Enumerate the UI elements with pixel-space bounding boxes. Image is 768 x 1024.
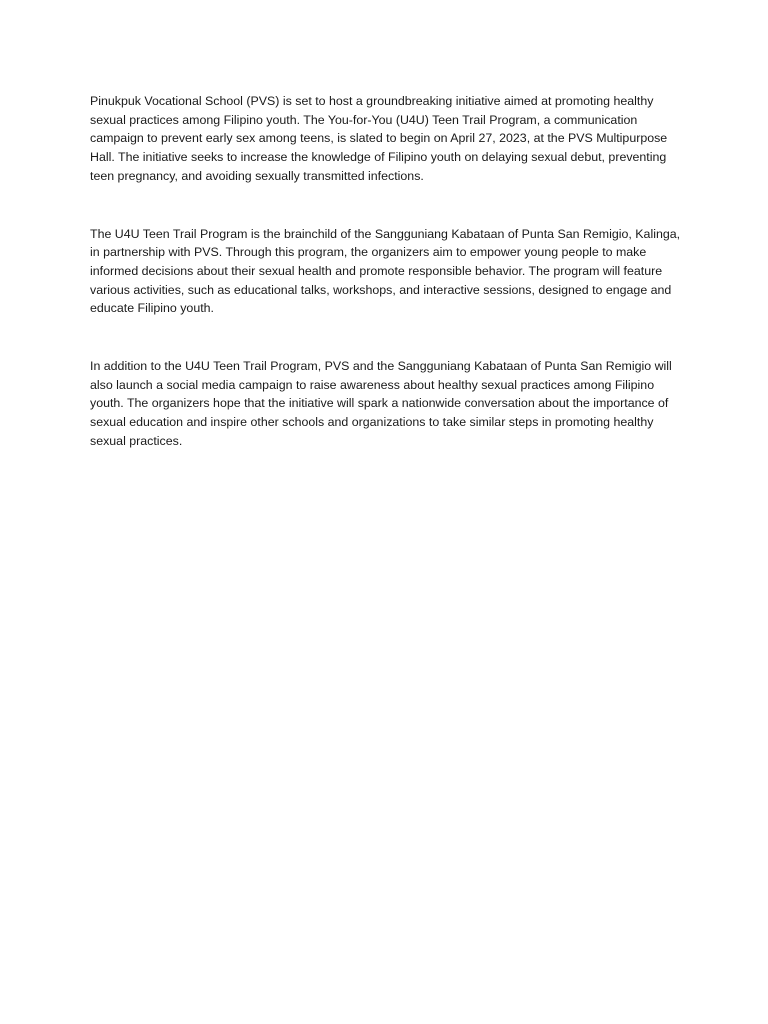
paragraph-1: Pinukpuk Vocational School (PVS) is set to host a groundbreaking initiative aimed at promoting healthy sexual practices among Filipino youth. The You-for-You (U4U) Teen Trail Program, a communication campaign to prevent early sex among teens, is slated to begin on April 27, 2023, at the PVS Multipurpose Hall. The initiative seeks to increase the knowledge of Filipino youth on delaying sexual debut, preventing teen pregnancy, and avoiding sexually transmitted infections. bbox=[90, 94, 668, 183]
document-body bbox=[90, 92, 682, 490]
paragraph-3: In addition to the U4U Teen Trail Program, PVS and the Sangguniang Kabataan of Punta San Remigio will also launch a social media campaign to raise awareness about healthy sexual practices among Filipino youth. The organizers hope that the initiative will spark a nationwide conversation about the importance of sexual education and inspire other schools and organizations to take similar steps in promoting healthy sexual practices. bbox=[90, 359, 672, 448]
paragraph-2: The U4U Teen Trail Program is the brainchild of the Sangguniang Kabataan of Punta San Remigio, Kalinga, in partnership with PVS. Through this program, the organizers aim to empower young people to make informed decisions about their sexual health and promote responsible behavior. The program will feature various activities, such as educational talks, workshops, and interactive sessions, designed to engage and educate Filipino youth. bbox=[90, 226, 681, 316]
